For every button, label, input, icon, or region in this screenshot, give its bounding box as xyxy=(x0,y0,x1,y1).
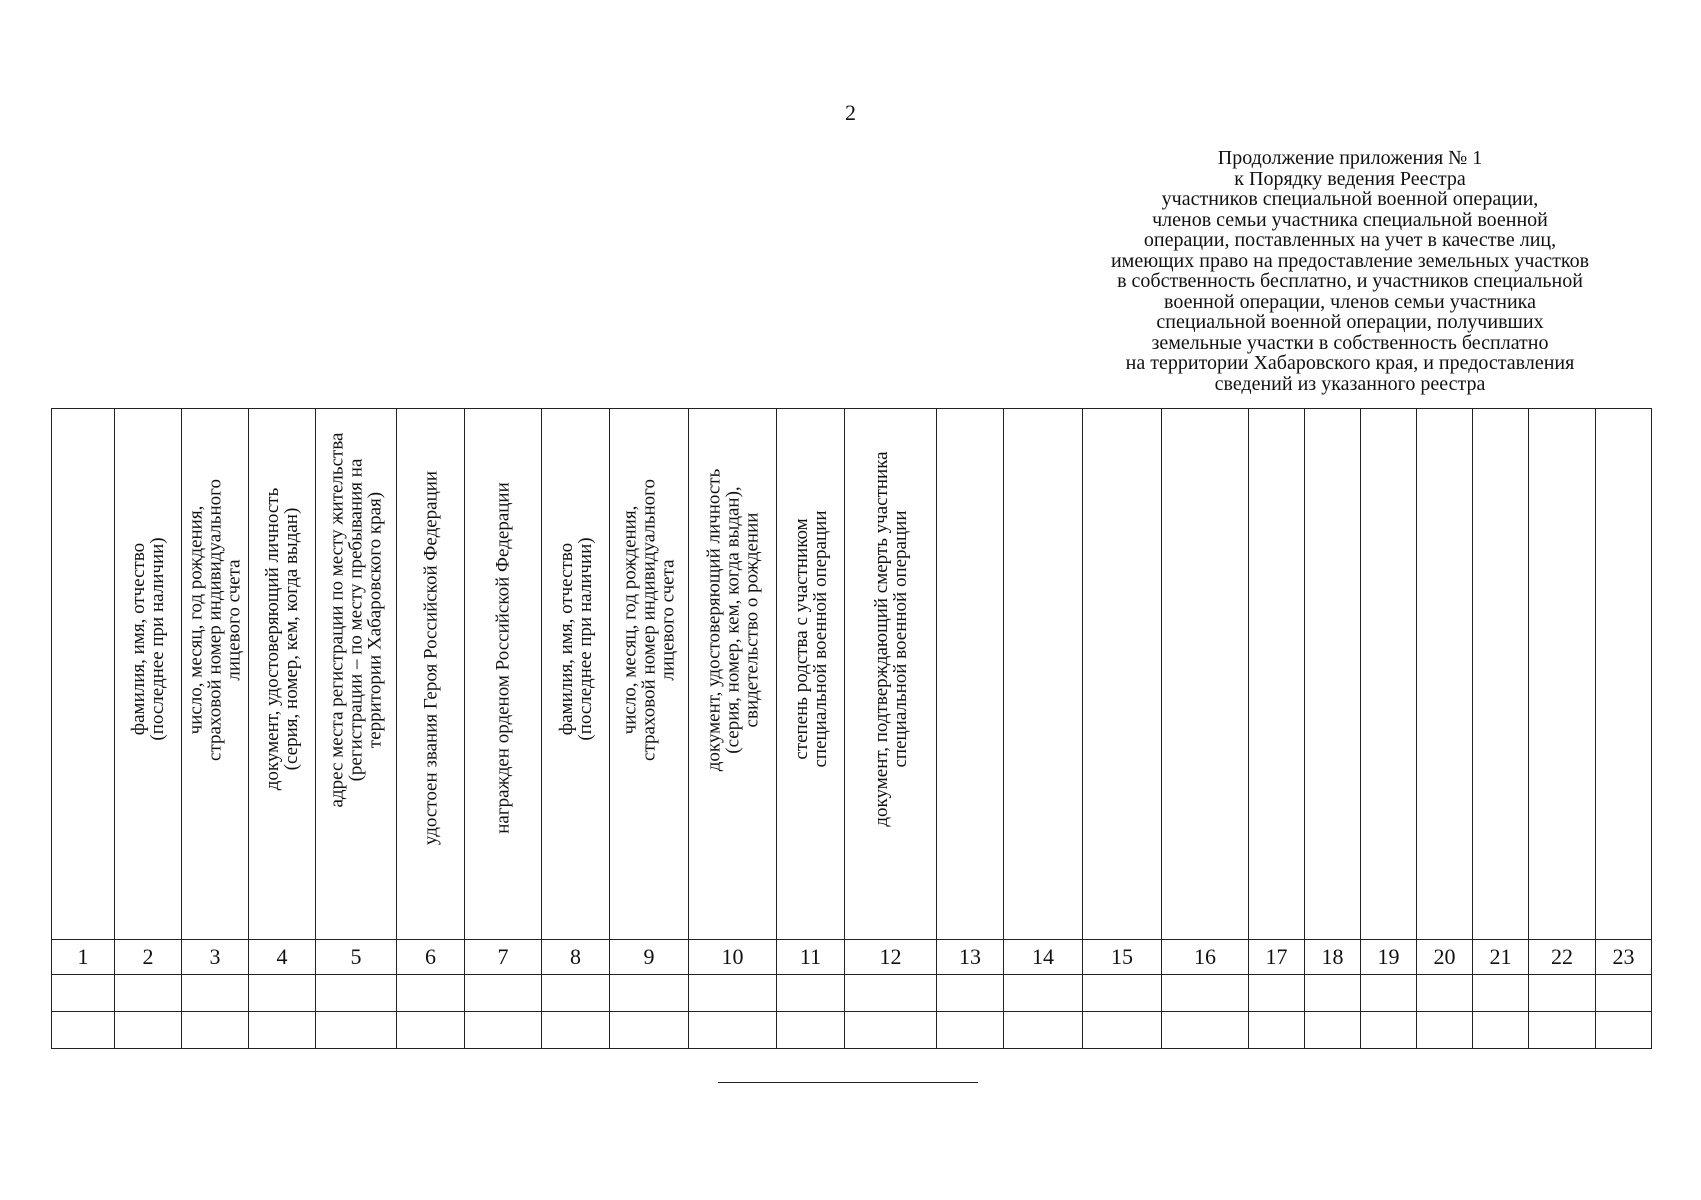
header-text xyxy=(621,409,678,871)
table-row xyxy=(52,975,1652,1012)
column-number-row xyxy=(52,940,1652,975)
table-cell xyxy=(689,1012,777,1049)
column-number: 21 xyxy=(1473,940,1529,975)
table-cell xyxy=(610,975,689,1012)
table-cell xyxy=(115,975,182,1012)
header-text-line: число, месяц, год рождения, xyxy=(185,505,207,735)
header-cell-17 xyxy=(1249,409,1305,940)
table-cell xyxy=(1004,1012,1083,1049)
header-text-line: лицевого счета xyxy=(223,559,245,681)
column-number: 2 xyxy=(115,940,182,975)
column-number: 16 xyxy=(1162,940,1249,975)
header-text-line: награжден орденом Российской Федерации xyxy=(492,482,514,834)
table-cell xyxy=(1249,1012,1305,1049)
header-text-line: документ, удостоверяющий личность xyxy=(262,487,283,791)
header-text-line: (серия, номер, кем, когда выдан), xyxy=(722,486,743,754)
column-number: 4 xyxy=(249,940,316,975)
table-cell xyxy=(465,975,542,1012)
appendix-line: сведений из указанного реестра xyxy=(1214,372,1486,395)
header-cell-21 xyxy=(1473,409,1529,940)
table-cell xyxy=(845,1012,937,1049)
header-text-line: страховой номер индивидуального xyxy=(638,479,660,761)
header-cell-3 xyxy=(182,409,249,940)
header-text-line: специальной военной операции xyxy=(889,510,911,768)
table-cell xyxy=(249,1012,316,1049)
header-text xyxy=(494,409,513,909)
appendix-line: военной операции, членов семьи участника xyxy=(1164,290,1536,313)
header-text-line: документ, подтверждающий смерть участника xyxy=(870,451,892,827)
table-cell xyxy=(1083,975,1162,1012)
header-cell-13 xyxy=(937,409,1004,940)
table-cell xyxy=(845,975,937,1012)
header-cell-1 xyxy=(52,409,115,940)
header-cell-2 xyxy=(115,409,182,940)
header-text-line: специальной военной операции xyxy=(809,510,831,768)
header-text-line: свидетельство о рождении xyxy=(741,512,762,728)
registry-table xyxy=(51,408,1652,1049)
appendix-line: имеющих право на предоставление земельных участков xyxy=(1110,249,1590,272)
table-cell xyxy=(1083,1012,1162,1049)
header-text xyxy=(792,409,830,890)
table-cell xyxy=(249,975,316,1012)
header-text-line: фамилия, имя, отчество xyxy=(128,542,149,736)
table-cell xyxy=(1417,975,1473,1012)
table-cell xyxy=(777,1012,845,1049)
header-cell-15 xyxy=(1083,409,1162,940)
column-number: 3 xyxy=(182,940,249,975)
appendix-line: земельные участки в собственность бесплатно xyxy=(1151,331,1549,354)
header-cell-11 xyxy=(777,409,845,940)
table-cell xyxy=(397,1012,465,1049)
header-cell-22 xyxy=(1529,409,1596,940)
header-text-line: (регистрации – по месту пребывания на xyxy=(345,458,367,782)
header-cell-4 xyxy=(249,409,316,940)
column-number: 23 xyxy=(1596,940,1652,975)
header-text-line: документ, удостоверяющий личность xyxy=(703,468,724,772)
table-cell xyxy=(1417,1012,1473,1049)
appendix-line: операции, поставленных на учет в качестве лиц, xyxy=(1143,229,1557,251)
table-cell xyxy=(1473,1012,1529,1049)
table-cell xyxy=(610,1012,689,1049)
table-row xyxy=(52,1012,1652,1049)
header-text xyxy=(557,409,595,890)
table-cell xyxy=(52,1012,115,1049)
header-text xyxy=(328,409,385,871)
appendix-line: в собственность бесплатно, и участников специальной xyxy=(1117,270,1583,292)
table-cell xyxy=(542,975,610,1012)
table-cell xyxy=(316,1012,397,1049)
appendix-line: участников специальной военной операции, xyxy=(1161,188,1539,210)
table-cell xyxy=(316,975,397,1012)
column-number: 1 xyxy=(52,940,115,975)
table-cell xyxy=(182,1012,249,1049)
header-cell-6 xyxy=(397,409,465,940)
table-cell xyxy=(1305,975,1361,1012)
header-text xyxy=(187,409,244,871)
header-text-line: (серия, номер, кем, когда выдан) xyxy=(281,507,302,771)
header-text-line: (последнее при наличии) xyxy=(574,537,596,741)
table-cell xyxy=(1473,975,1529,1012)
header-text xyxy=(872,409,910,890)
column-number: 22 xyxy=(1529,940,1596,975)
header-text-line: адрес места регистрации по месту жительства xyxy=(326,432,348,808)
header-text-line: страховой номер индивидуального xyxy=(204,479,226,761)
header-text xyxy=(421,409,440,909)
table-cell xyxy=(1305,1012,1361,1049)
header-cell-16 xyxy=(1162,409,1249,940)
header-cell-9 xyxy=(610,409,689,940)
header-cell-12 xyxy=(845,409,937,940)
table-cell xyxy=(542,1012,610,1049)
table-cell xyxy=(1361,1012,1417,1049)
table-cell xyxy=(1162,975,1249,1012)
column-number: 18 xyxy=(1305,940,1361,975)
table-cell xyxy=(937,975,1004,1012)
header-text-line: лицевого счета xyxy=(657,559,679,681)
header-cell-8 xyxy=(542,409,610,940)
table-cell xyxy=(1529,1012,1596,1049)
header-cell-23 xyxy=(1596,409,1652,940)
page-number: 2 xyxy=(845,100,856,125)
header-cell-18 xyxy=(1305,409,1361,940)
table-cell xyxy=(1529,975,1596,1012)
table-cell xyxy=(1004,975,1083,1012)
table-cell xyxy=(1596,1012,1652,1049)
appendix-line: специальной военной операции, получивших xyxy=(1156,311,1544,333)
table-cell xyxy=(777,975,845,1012)
header-text xyxy=(704,409,761,871)
header-cell-10 xyxy=(689,409,777,940)
column-number: 14 xyxy=(1004,940,1083,975)
column-number: 9 xyxy=(610,940,689,975)
header-cell-5 xyxy=(316,409,397,940)
header-text-line: фамилия, имя, отчество xyxy=(555,542,577,736)
column-number: 10 xyxy=(689,940,777,975)
header-text-line: удостоен звания Героя Российской Федерации xyxy=(420,470,441,846)
header-cell-7 xyxy=(465,409,542,940)
table-cell xyxy=(397,975,465,1012)
header-text xyxy=(263,409,301,890)
table-cell xyxy=(182,975,249,1012)
header-text-line: (последнее при наличии) xyxy=(147,537,168,741)
header-text-line: территории Хабаровского края) xyxy=(364,491,386,749)
column-number: 13 xyxy=(937,940,1004,975)
column-number: 17 xyxy=(1249,940,1305,975)
appendix-line: Продолжение приложения № 1 xyxy=(1217,147,1483,169)
column-number: 15 xyxy=(1083,940,1162,975)
column-number: 5 xyxy=(316,940,397,975)
column-number: 19 xyxy=(1361,940,1417,975)
table-cell xyxy=(1361,975,1417,1012)
header-cell-19 xyxy=(1361,409,1417,940)
column-number: 12 xyxy=(845,940,937,975)
header-row xyxy=(52,409,1652,940)
column-number: 11 xyxy=(777,940,845,975)
table-cell xyxy=(1249,975,1305,1012)
table-cell xyxy=(1162,1012,1249,1049)
appendix-heading xyxy=(1050,148,1650,394)
column-number: 7 xyxy=(465,940,542,975)
column-number: 20 xyxy=(1417,940,1473,975)
column-number: 6 xyxy=(397,940,465,975)
header-text-line: число, месяц, год рождения, xyxy=(619,505,641,735)
appendix-line: на территории Хабаровского края, и предоставления xyxy=(1125,352,1575,374)
closing-rule xyxy=(718,1082,978,1083)
header-cell-20 xyxy=(1417,409,1473,940)
table-cell xyxy=(465,1012,542,1049)
header-cell-14 xyxy=(1004,409,1083,940)
column-number: 8 xyxy=(542,940,610,975)
table-cell xyxy=(689,975,777,1012)
table-cell xyxy=(937,1012,1004,1049)
table-cell xyxy=(115,1012,182,1049)
table-cell xyxy=(1596,975,1652,1012)
header-text xyxy=(129,409,167,890)
header-text-line: степень родства с участником xyxy=(790,518,812,760)
appendix-line: членов семьи участника специальной военной xyxy=(1152,208,1548,231)
appendix-line: к Порядку ведения Реестра xyxy=(1234,167,1466,190)
table-cell xyxy=(52,975,115,1012)
